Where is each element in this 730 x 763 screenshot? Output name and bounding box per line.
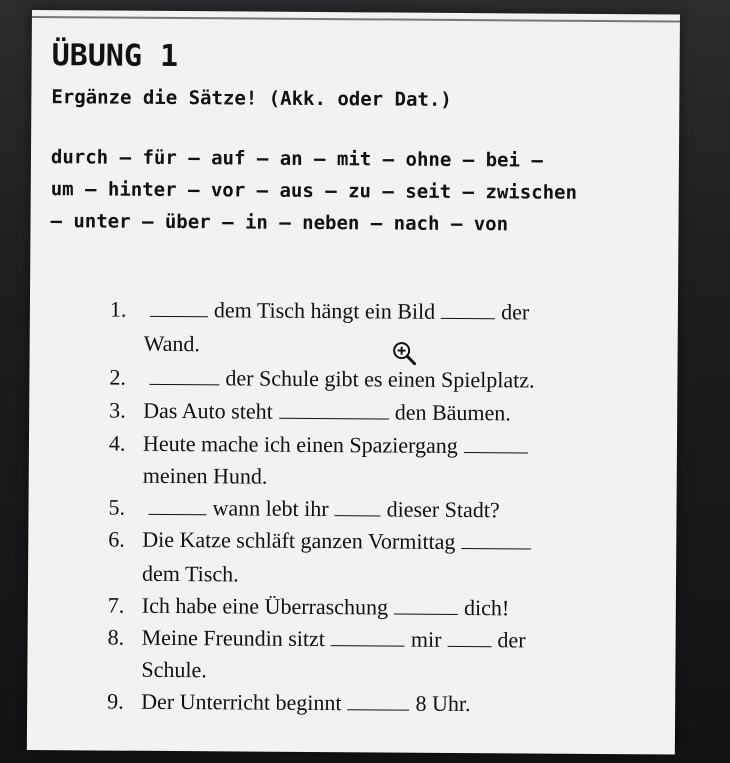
exercise-text: Der Unterricht beginnt	[141, 688, 342, 716]
answer-blank[interactable]	[461, 547, 531, 549]
exercise-number: 1.	[109, 296, 127, 322]
exercise-2	[109, 365, 534, 394]
answer-blank[interactable]	[464, 451, 528, 453]
answer-blank[interactable]	[279, 417, 389, 420]
answer-blank[interactable]	[331, 644, 405, 647]
exercise-number: 9.	[107, 688, 124, 714]
exercise-6-continuation: dem Tisch.	[141, 560, 239, 587]
exercise-text: wann lebt ihr	[212, 495, 329, 522]
exercise-number: 2.	[109, 364, 127, 390]
exercise-text: der Schule gibt es einen Spielplatz.	[225, 365, 535, 393]
answer-blank[interactable]	[347, 708, 409, 710]
answer-blank[interactable]	[149, 383, 219, 385]
exercise-1-continuation: Wand.	[143, 330, 201, 357]
exercise-text: Die Katze schläft ganzen Vormittag	[142, 526, 456, 554]
exercise-text: Das Auto steht	[143, 397, 273, 424]
exercise-text: den Bäumen.	[394, 399, 511, 426]
top-rule	[32, 16, 680, 23]
exercise-4-continuation: meinen Hund.	[142, 462, 268, 489]
exercise-1	[110, 297, 530, 326]
exercise-text: 8 Uhr.	[415, 690, 471, 717]
zoom-in-cursor-icon	[392, 341, 418, 367]
preposition-line-2: um – hinter – vor – aus – zu – seit – zwischen	[50, 178, 578, 204]
exercise-text: der	[497, 627, 526, 653]
exercise-text: mir	[410, 626, 442, 652]
answer-blank[interactable]	[447, 645, 491, 647]
exercise-number: 5.	[108, 494, 126, 520]
exercise-text: Heute mache ich einen Spaziergang	[142, 430, 458, 458]
worksheet	[27, 10, 680, 755]
preposition-line-3: – unter – über – in – neben – nach – von	[50, 210, 509, 236]
exercise-number: 7.	[107, 592, 125, 618]
exercise-8	[108, 625, 526, 654]
exercise-number: 6.	[108, 526, 125, 552]
exercise-title: ÜBUNG 1	[51, 38, 179, 75]
exercise-text: Ich habe eine Überraschung	[141, 592, 389, 620]
exercise-9	[107, 689, 471, 718]
exercise-5	[108, 495, 499, 524]
answer-blank[interactable]	[394, 613, 458, 615]
exercise-text: dem Tisch hängt ein Bild	[213, 297, 436, 324]
exercise-4	[109, 431, 534, 460]
exercise-6	[108, 527, 537, 556]
exercise-number: 4.	[108, 430, 126, 456]
exercise-text: dieser Stadt?	[386, 496, 500, 523]
answer-blank[interactable]	[335, 514, 381, 516]
answer-blank[interactable]	[441, 317, 495, 319]
exercise-7	[108, 593, 510, 622]
exercise-text: der	[501, 299, 530, 325]
exercise-3	[109, 398, 511, 427]
answer-blank[interactable]	[148, 513, 206, 515]
exercise-number: 8.	[107, 624, 125, 650]
exercise-number: 3.	[109, 397, 126, 423]
exercise-text: Meine Freundin sitzt	[141, 624, 326, 652]
preposition-line-1: durch – für – auf – an – mit – ohne – bei –	[50, 146, 543, 172]
exercise-8-continuation: Schule.	[141, 656, 207, 683]
instructions: Ergänze die Sätze! (Akk. oder Dat.)	[51, 86, 452, 111]
answer-blank[interactable]	[150, 315, 208, 317]
exercise-text: dich!	[463, 595, 510, 621]
